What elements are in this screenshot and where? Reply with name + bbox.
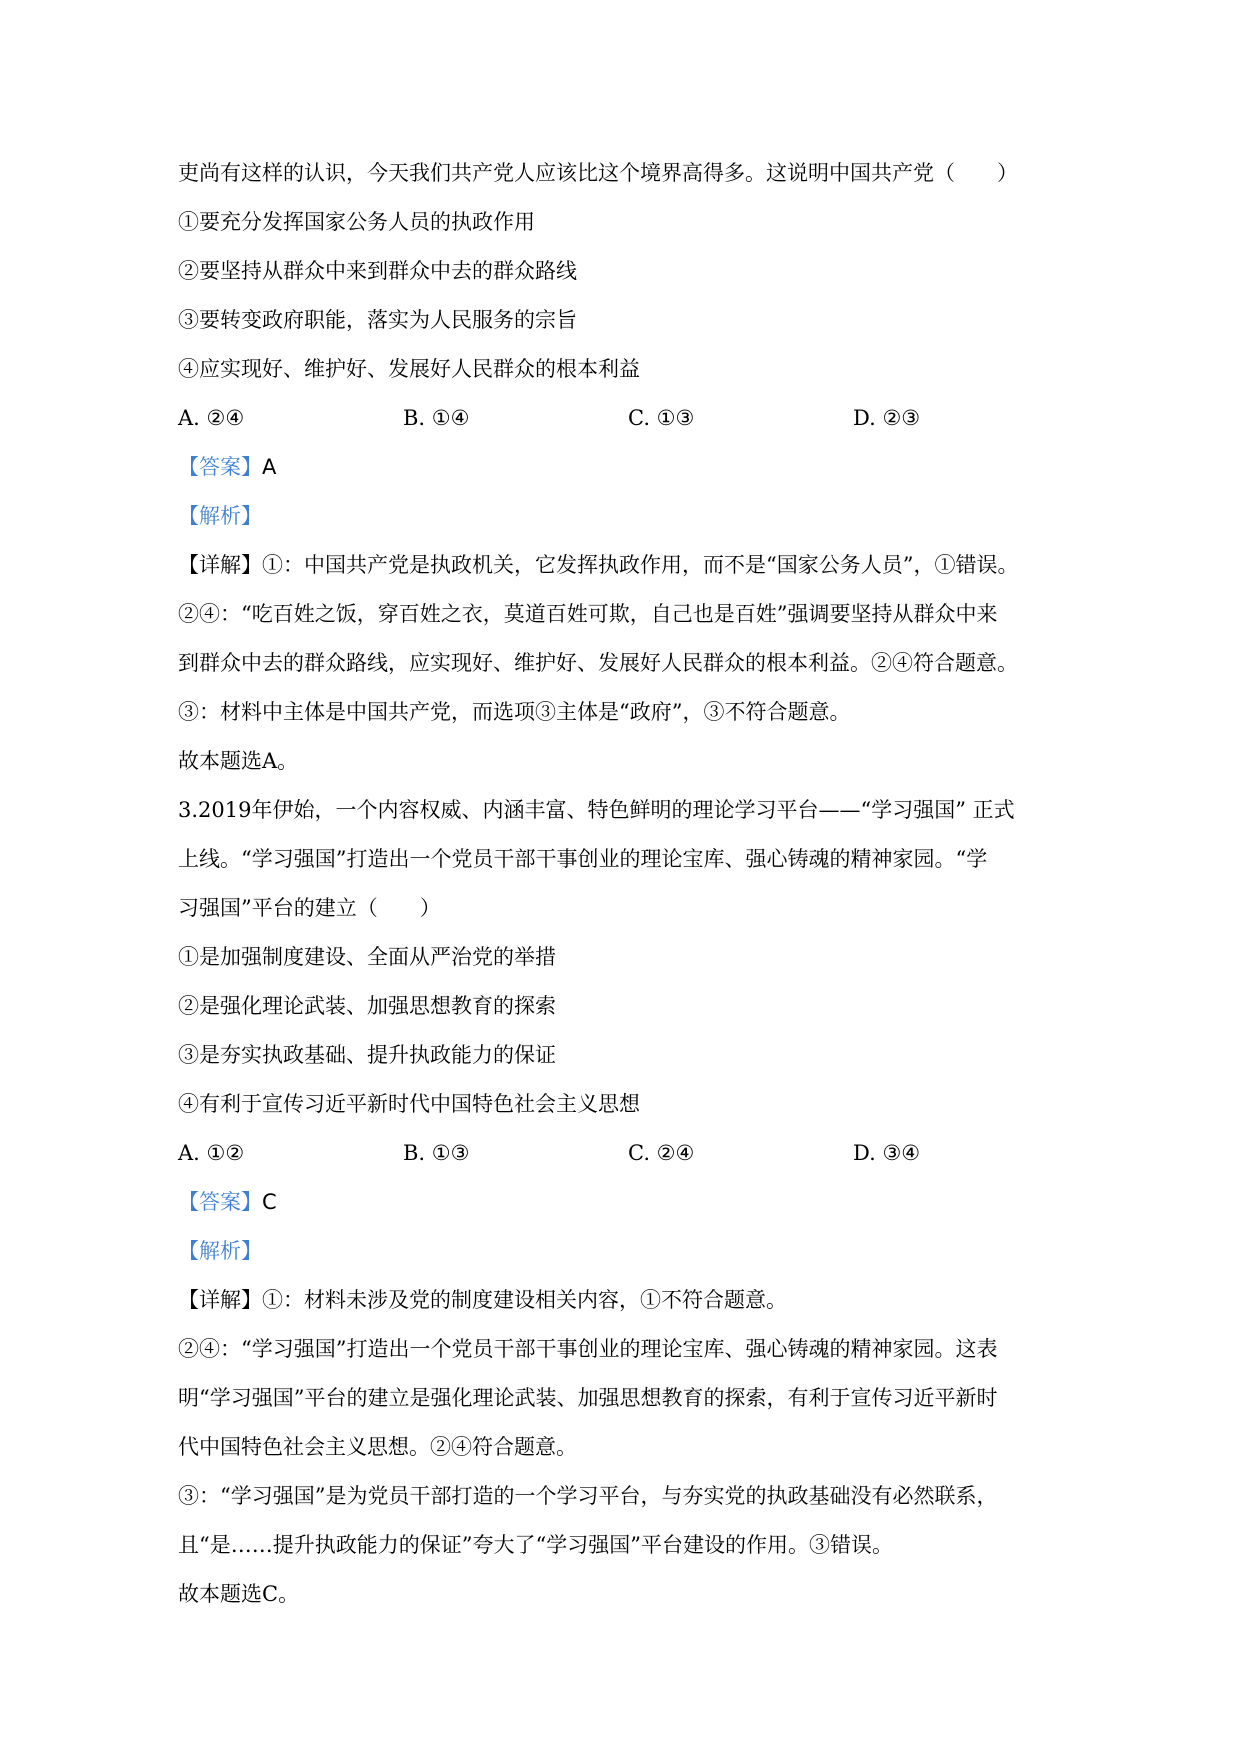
q3-stem-3: 习强国”平台的建立（ ） xyxy=(178,896,441,920)
q3-analysis xyxy=(178,1227,1078,1276)
q3-option-d: D. ③④ xyxy=(853,1141,921,1165)
q3-item-1: ①是加强制度建设、全面从严治党的举措 xyxy=(178,945,556,969)
q2-option-b: B. ①④ xyxy=(403,406,470,430)
q2-item-4: ④应实现好、维护好、发展好人民群众的根本利益 xyxy=(178,357,640,381)
q3-option-a: A. ①② xyxy=(178,1141,245,1165)
q2-options xyxy=(178,394,1078,443)
q3-answer-tag: 【答案】 xyxy=(178,1190,262,1214)
q2-detail-1: 【详解】①：中国共产党是执政机关，它发挥执政作用，而不是“国家公务人员”，①错误。 xyxy=(178,553,1019,577)
q3-answer-value: C xyxy=(262,1190,277,1214)
q3-option-b: B. ①③ xyxy=(403,1141,470,1165)
q3-conclusion: 故本题选C。 xyxy=(178,1582,300,1606)
q3-answer xyxy=(178,1178,1078,1227)
document-content xyxy=(178,149,1078,1619)
q2-option-d: D. ②③ xyxy=(853,406,921,430)
q2-item-2: ②要坚持从群众中来到群众中去的群众路线 xyxy=(178,259,577,283)
q2-detail-2: ②④：“吃百姓之饭，穿百姓之衣，莫道百姓可欺，自己也是百姓”强调要坚持从群众中来 xyxy=(178,602,998,626)
q2-detail-3: 到群众中去的群众路线，应实现好、维护好、发展好人民群众的根本利益。②④符合题意。 xyxy=(178,651,1018,675)
q2-item-1: ①要充分发挥国家公务人员的执政作用 xyxy=(178,210,535,234)
q2-analysis-tag: 【解析】 xyxy=(178,504,262,528)
q3-detail-1: 【详解】①：材料未涉及党的制度建设相关内容，①不符合题意。 xyxy=(178,1288,787,1312)
q3-item-2: ②是强化理论武装、加强思想教育的探索 xyxy=(178,994,556,1018)
q3-option-c: C. ②④ xyxy=(628,1141,695,1165)
q2-analysis xyxy=(178,492,1078,541)
q3-detail-2: ②④：“学习强国”打造出一个党员干部干事创业的理论宝库、强心铸魂的精神家园。这表 xyxy=(178,1337,998,1361)
q3-stem-2: 上线。“学习强国”打造出一个党员干部干事创业的理论宝库、强心铸魂的精神家园。“学 xyxy=(178,847,988,871)
q2-answer-value: A xyxy=(262,455,277,479)
q3-detail-5: ③：“学习强国”是为党员干部打造的一个学习平台，与夯实党的执政基础没有必然联系， xyxy=(178,1484,998,1508)
q3-detail-6: 且“是……提升执政能力的保证”夸大了“学习强国”平台建设的作用。③错误。 xyxy=(178,1533,893,1557)
q3-detail-4: 代中国特色社会主义思想。②④符合题意。 xyxy=(178,1435,577,1459)
q2-option-a: A. ②④ xyxy=(178,406,245,430)
q3-detail-3: 明“学习强国”平台的建立是强化理论武装、加强思想教育的探索，有利于宣传习近平新时 xyxy=(178,1386,998,1410)
q2-option-c: C. ①③ xyxy=(628,406,695,430)
q3-item-4: ④有利于宣传习近平新时代中国特色社会主义思想 xyxy=(178,1092,640,1116)
q2-stem-tail: 吏尚有这样的认识，今天我们共产党人应该比这个境界高得多。这说明中国共产党（ ） xyxy=(178,161,1018,185)
q3-analysis-tag: 【解析】 xyxy=(178,1239,262,1263)
q3-stem-1: 3.2019年伊始，一个内容权威、内涵丰富、特色鲜明的理论学习平台——“学习强国” 正式 xyxy=(178,798,1015,822)
q3-item-3: ③是夯实执政基础、提升执政能力的保证 xyxy=(178,1043,556,1067)
q2-detail-4: ③：材料中主体是中国共产党，而选项③主体是“政府”，③不符合题意。 xyxy=(178,700,851,724)
q2-conclusion: 故本题选A。 xyxy=(178,749,299,773)
q2-answer-tag: 【答案】 xyxy=(178,455,262,479)
q3-options xyxy=(178,1129,1078,1178)
q2-item-3: ③要转变政府职能，落实为人民服务的宗旨 xyxy=(178,308,577,332)
q2-answer xyxy=(178,443,1078,492)
